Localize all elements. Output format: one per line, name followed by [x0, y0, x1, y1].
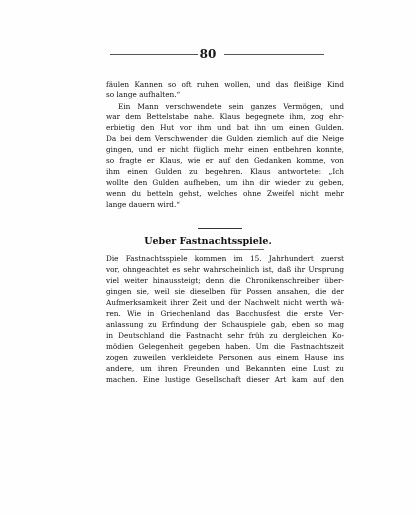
text-line: machen. Eine lustige Gesellschaft dieser Art kam auf den: [106, 375, 344, 384]
page-number: 80: [199, 47, 217, 61]
text-line: anlassung zu Erfindung der Schauspiele gab, eben so mag: [106, 320, 344, 329]
section-divider: [198, 228, 242, 229]
text-line: Die Fastnachtsspiele kommen im 15. Jahrhundert zuerst: [106, 254, 344, 263]
text-line: mödien Gelegenheit gegeben haben. Um die Fastnachtszeit: [106, 342, 344, 351]
text-line: gingen, und er nicht füglich mehr einen entbehren konnte,: [106, 145, 344, 154]
text-line: war dem Bettelstabe nahe. Klaus begegnete ihm, zog ehr-: [106, 112, 344, 121]
text-line: wenn du betteln gehst, welches ohne Zweifel nicht mehr: [106, 189, 344, 198]
text-line: fäulen Kannen so oft ruhen wollen, und das fleißige Kind: [106, 80, 344, 89]
text-line: Aufmerksamkeit ihrer Zeit und der Nachwelt nicht werth wä-: [106, 298, 344, 307]
header-rule-left: [110, 54, 198, 55]
text-line: Ein Mann verschwendete sein ganzes Vermögen, und: [118, 102, 344, 111]
text-line: vor, ohngeachtet es sehr wahrscheinlich ist, daß ihr Ursprung: [106, 265, 344, 274]
text-line: lange dauern wird.“: [106, 200, 181, 209]
text-line: gingen sie, weil sie dieselben für Possen ansahen, die der: [106, 287, 344, 296]
text-line: zogen zuweilen verkleidete Personen aus einem Hause ins: [106, 353, 344, 362]
text-line: so lange aufhalten.“: [106, 90, 181, 99]
text-line: Da bei dem Verschwender die Gulden ziemlich auf die Neige: [106, 134, 344, 143]
text-line: wollte den Gulden aufheben, um ihn dir wieder zu geben,: [106, 178, 344, 187]
text-line: so fragte er Klaus, wie er auf den Gedanken komme, von: [106, 156, 344, 165]
text-line: in Deutschland die Fastnacht sehr früh zu dergleichen Ko-: [106, 331, 344, 340]
text-line: andere, um ihren Freunden und Bekannten eine Lust zu: [106, 364, 344, 373]
text-line: ren. Wie in Griechenland das Bacchusfest die erste Ver-: [106, 309, 344, 318]
text-line: erbietig den Hut vor ihm und bat ihn um einen Gulden.: [106, 123, 344, 132]
heading-underline: [180, 249, 264, 250]
text-line: viel weiter hinaussteigt; denn die Chronikenschreiber über-: [106, 276, 344, 285]
section-heading: Ueber Fastnachtsspiele.: [144, 236, 272, 247]
text-line: ihm einen Gulden zu begehren. Klaus antwortete: „Ich: [106, 167, 344, 176]
header-rule-right: [224, 54, 324, 55]
